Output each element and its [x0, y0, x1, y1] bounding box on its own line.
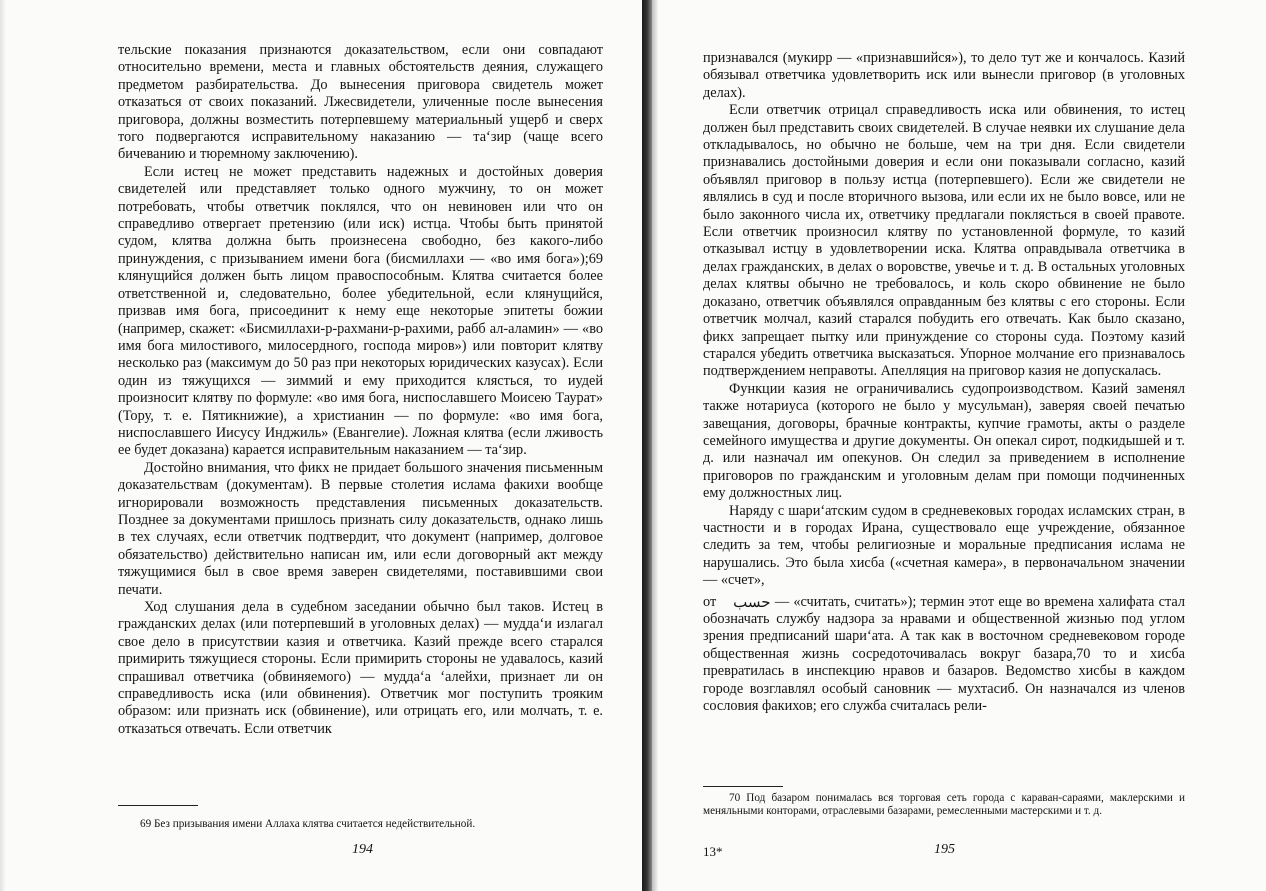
left-paragraph-2: Если истец не может представить надежных и достойных доверия свидетелей или представляет только одного мужчину, то он может потребовать, чтобы ответчик поклялся, что он невиновен или что он справедливо отвергает претензию (или иск) истца. Чтобы быть принятой судом, клятва должна быть произнесена свободно, без какого-либо принуждения, с призыванием имени бога (бисмиллахи — «во имя бога»);69 клянущийся должен быть лицом правоспособным. Клятва считается более ответственной и, следовательно, более убедительной, если клянущийся, призвав имя бога, присоединит к нему еще некоторые эпитеты божии (например, скажет: «Бисмиллахи-р-рахмани-р-рахими, рабб ал-аламин» — «во имя бога милостивого, милосердного, господа миров») или повторит клятву несколько раз (максимум до 50 раз при некоторых юридических казусах). Если один из тяжущихся — зиммий и ему приходится клясться, то иудей произносит клятву по формуле: «во имя бога, ниспославшего Моисею Таурат» (Тору, т. е. Пятикнижие), а христианин — по формуле: «во имя бога, ниспославшего Иисусу Инджиль» (Евангелие). Ложная клятва (если лживость ее будет доказана) карается исправительным наказанием — та‘зир.	[118, 163, 603, 459]
signature-mark: 13*	[703, 844, 723, 859]
left-paragraph-3: Достойно внимания, что фикх не придает большого значения письменным доказательствам (документам). В первые столетия ислама факихи вообще игнорировали возможность представления письменных доказательств. Позднее за документами пришлось признать силу доказательств, однако лишь в тех случаях, если ответчик подтвердит, что документ (например, долговое обязательство) действительно написан им, или если договорный акт между тяжущимися был в свое время заверен свидетелями, поставившими свои печати.	[118, 459, 603, 598]
right-footnote-rule	[703, 786, 783, 787]
right-paragraph-5-text: — «считать, считать»); термин этот еще во времена халифата стал обозначать службу надзора за нравами и общественной жизнью под углом зрения предписаний шари‘ата. А так как в восточном средневековом городе общественная жизнь сосредоточивалась вокруг базара,70 то и хисба превратилась в инспекцию нравов и базаров. Ведомство хисбы в каждом городе возглавлял особый сановник — мухтасиб. Он назначался из членов сословия факихов; его служба считалась рели-	[703, 593, 1186, 715]
left-paragraph-1: тельские показания признаются доказательством, если они совпадают относительно времени, места и главных обстоятельств деяния, служащего предметом разбирательства. До вынесения приговора свидетель может отказаться от своих показаний. Лжесвидетели, уличенные после вынесения приговора, должны возместить потерпевшему материальный ущерб и сверх того подвергаются исправительному наказанию — та‘зир (чаще всего бичеванию и тюремному заключению).	[118, 42, 603, 163]
right-paragraph-1: признавался (мукирр — «признавшийся»), то дело тут же и кончалось. Казий обязывал ответчика удовлетворить иск или вынесли приговор (в уголовных делах).	[703, 50, 1185, 101]
right-page-number: 195	[934, 842, 955, 857]
right-footnote: 70 Под базаром понималась вся торговая сеть города с караван-сараями, маклерскими и меняльными конторами, отраслевыми базарами, ремесленными мастерскими и т. д.	[703, 792, 1185, 818]
right-text-column	[703, 50, 1185, 715]
left-paragraph-4: Ход слушания дела в судебном заседании обычно был таков. Истец в гражданских делах (или потерпевший в уголовных делах) — мудда‘и излагал свое дело в присутствии казия и ответчика. Казий прежде всего старался примирить тяжущиеся стороны. Если примирить стороны не удавалось, казий спрашивал ответчика (обвиняемого) — мудда‘а ‘алейхи, признает ли он справедливость иска (или обвинения). Ответчик мог поступить трояким образом: или признать иск (обвинение), или отрицать его, или молчать, т. е. отказаться отвечать. Если ответчик	[118, 599, 603, 737]
left-page	[0, 0, 632, 891]
arabic-word: حسب	[733, 592, 771, 611]
right-paragraph-2: Если ответчик отрицал справедливость иска или обвинения, то истец должен был представить своих свидетелей. В случае неявки их слушание дела откладывалось, но обычно не больше, чем на три дня. Если свидетели признавались достойными доверия и если они показывали согласно, казий объявлял приговор в пользу истца (потерпевшего). Если же свидетели не являлись в суд и после вторичного вызова, или если их не было вовсе, или не было законного числа их, ответчику предлагали поклясться в своей правоте. Если ответчик произносил клятву по установленной формуле, то казий отказывал истцу в удовлетворении иска. Клятва оправдывала ответчика в делах гражданских, в делах о воровстве, увечье и т. д. В остальных уголовных делах клятвы обычно не требовалось, и коль скоро обвинение не было доказано, ответчик объявлялся оправданным без клятвы с его стороны. Если ответчик молчал, казий старался побудить его отвечать. Как было сказано, фикх запрещает пытку или принуждение со стороны суда. Поэтому казий старался убедить ответчика высказаться. Упорное молчание его признавалось подтверждением неправоты. Апелляция на приговор казия не допускалась.	[703, 102, 1185, 380]
right-paragraph-4: Наряду с шари‘атским судом в средневековых городах исламских стран, в частности и в городах Ирана, существовало еще учреждение, обязанное следить за тем, чтобы религиозные и моральные предписания ислама не нарушались. Это была хисба («счетная камера», в первоначальном значении — «счет»,	[703, 502, 1185, 589]
left-footnote: 69 Без призывания имени Аллаха клятва считается недействительной.	[140, 818, 476, 830]
right-paragraph-5	[703, 594, 1185, 716]
left-text-column	[118, 42, 603, 738]
right-paragraph-3: Функции казия не ограничивались судопроизводством. Казий заменял также нотариуса (которого не было у мусульман), заверяя своей печатью завещания, договоры, брачные контракты, купчие грамоты, акты о разделе семейного имущества и другие документы. Он опекал сирот, подкидышей и т. д. или назначал им опекунов. Он следил за приведением в исполнение приговоров по гражданским и уголовным делам при помощи подчиненных ему должностных лиц.	[703, 380, 1185, 502]
left-page-number: 194	[352, 842, 373, 857]
left-footnote-rule	[118, 805, 198, 806]
arabic-prefix: от	[703, 593, 717, 610]
